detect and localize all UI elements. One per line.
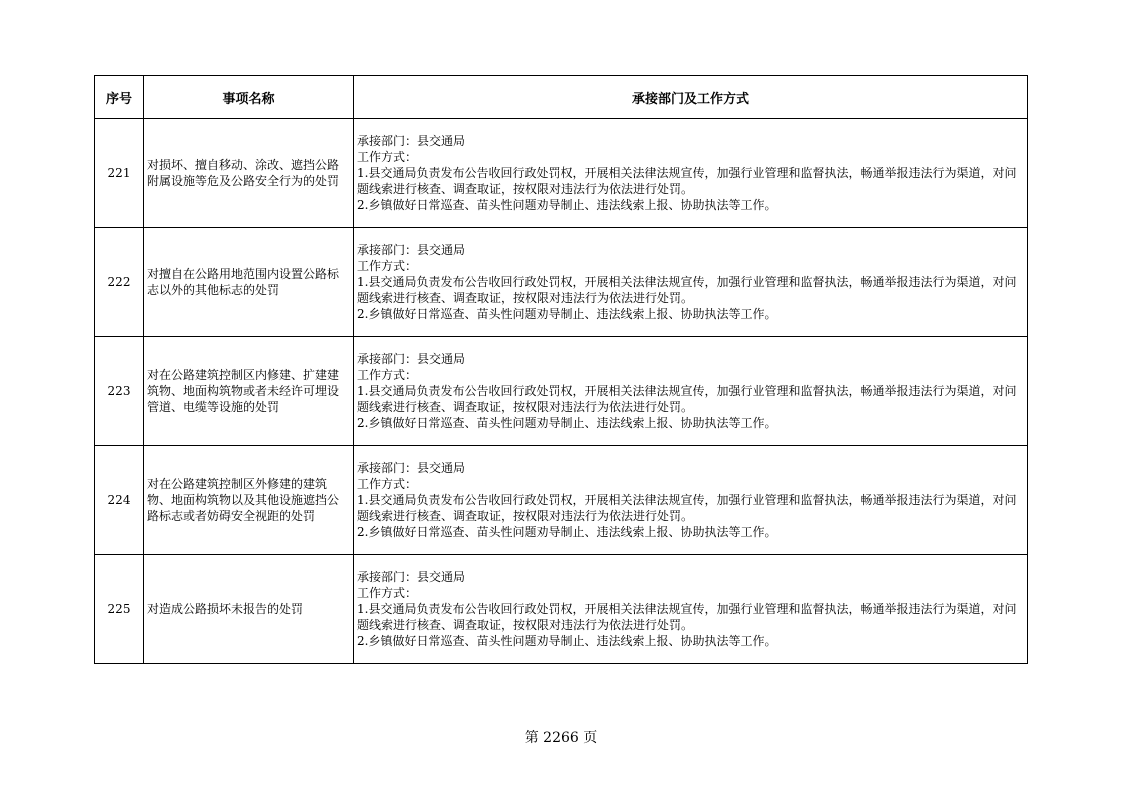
method-item-2: 2.乡镇做好日常巡查、苗头性问题劝导制止、违法线索上报、协助执法等工作。 <box>357 634 777 648</box>
method-item-1: 1.县交通局负责发布公告收回行政处罚权，开展相关法律法规宣传，加强行业管理和监督执法，畅通举报违法行为渠道，对问题线索进行核查、调查取证，按权限对违法行为依法进行处罚。 <box>357 275 1017 305</box>
method-label: 工作方式： <box>357 150 418 164</box>
row-department-method <box>354 555 1028 664</box>
row-item-name: 对造成公路损坏未报告的处罚 <box>144 555 354 664</box>
table-row <box>95 337 1028 446</box>
row-serial-number: 224 <box>95 446 144 555</box>
table-row <box>95 119 1028 228</box>
row-department-method <box>354 119 1028 228</box>
row-serial-number: 222 <box>95 228 144 337</box>
method-label: 工作方式： <box>357 477 418 491</box>
method-item-1: 1.县交通局负责发布公告收回行政处罚权，开展相关法律法规宣传，加强行业管理和监督执法，畅通举报违法行为渠道，对问题线索进行核查、调查取证，按权限对违法行为依法进行处罚。 <box>357 493 1017 523</box>
row-serial-number: 223 <box>95 337 144 446</box>
matters-table <box>94 75 1028 664</box>
header-item-name: 事项名称 <box>144 76 354 119</box>
method-item-2: 2.乡镇做好日常巡查、苗头性问题劝导制止、违法线索上报、协助执法等工作。 <box>357 307 777 321</box>
method-label: 工作方式： <box>357 586 418 600</box>
method-item-2: 2.乡镇做好日常巡查、苗头性问题劝导制止、违法线索上报、协助执法等工作。 <box>357 416 777 430</box>
row-department-method <box>354 228 1028 337</box>
method-item-2: 2.乡镇做好日常巡查、苗头性问题劝导制止、违法线索上报、协助执法等工作。 <box>357 525 777 539</box>
row-serial-number: 225 <box>95 555 144 664</box>
table-row <box>95 228 1028 337</box>
header-department-method: 承接部门及工作方式 <box>354 76 1028 119</box>
department-label: 承接部门：县交通局 <box>357 134 466 148</box>
row-serial-number: 221 <box>95 119 144 228</box>
header-serial-number: 序号 <box>95 76 144 119</box>
row-department-method <box>354 446 1028 555</box>
department-label: 承接部门：县交通局 <box>357 461 466 475</box>
department-label: 承接部门：县交通局 <box>357 243 466 257</box>
department-label: 承接部门：县交通局 <box>357 352 466 366</box>
method-label: 工作方式： <box>357 259 418 273</box>
row-item-name: 对擅自在公路用地范围内设置公路标志以外的其他标志的处罚 <box>144 228 354 337</box>
row-department-method <box>354 337 1028 446</box>
header-row <box>95 76 1028 119</box>
row-item-name: 对在公路建筑控制区内修建、扩建建筑物、地面构筑物或者未经许可埋设管道、电缆等设施的处罚 <box>144 337 354 446</box>
row-item-name: 对损坏、擅自移动、涂改、遮挡公路附属设施等危及公路安全行为的处罚 <box>144 119 354 228</box>
table-body <box>95 119 1028 664</box>
table-header <box>95 76 1028 119</box>
method-item-1: 1.县交通局负责发布公告收回行政处罚权，开展相关法律法规宣传，加强行业管理和监督执法，畅通举报违法行为渠道，对问题线索进行核查、调查取证，按权限对违法行为依法进行处罚。 <box>357 166 1017 196</box>
table-row <box>95 446 1028 555</box>
method-item-2: 2.乡镇做好日常巡查、苗头性问题劝导制止、违法线索上报、协助执法等工作。 <box>357 198 777 212</box>
method-label: 工作方式： <box>357 368 418 382</box>
method-item-1: 1.县交通局负责发布公告收回行政处罚权，开展相关法律法规宣传，加强行业管理和监督执法，畅通举报违法行为渠道，对问题线索进行核查、调查取证，按权限对违法行为依法进行处罚。 <box>357 602 1017 632</box>
department-label: 承接部门：县交通局 <box>357 570 466 584</box>
method-item-1: 1.县交通局负责发布公告收回行政处罚权，开展相关法律法规宣传，加强行业管理和监督执法，畅通举报违法行为渠道，对问题线索进行核查、调查取证，按权限对违法行为依法进行处罚。 <box>357 384 1017 414</box>
row-item-name: 对在公路建筑控制区外修建的建筑物、地面构筑物以及其他设施遮挡公路标志或者妨碍安全视距的处罚 <box>144 446 354 555</box>
table-row <box>95 555 1028 664</box>
page-number: 第 2266 页 <box>524 730 598 746</box>
